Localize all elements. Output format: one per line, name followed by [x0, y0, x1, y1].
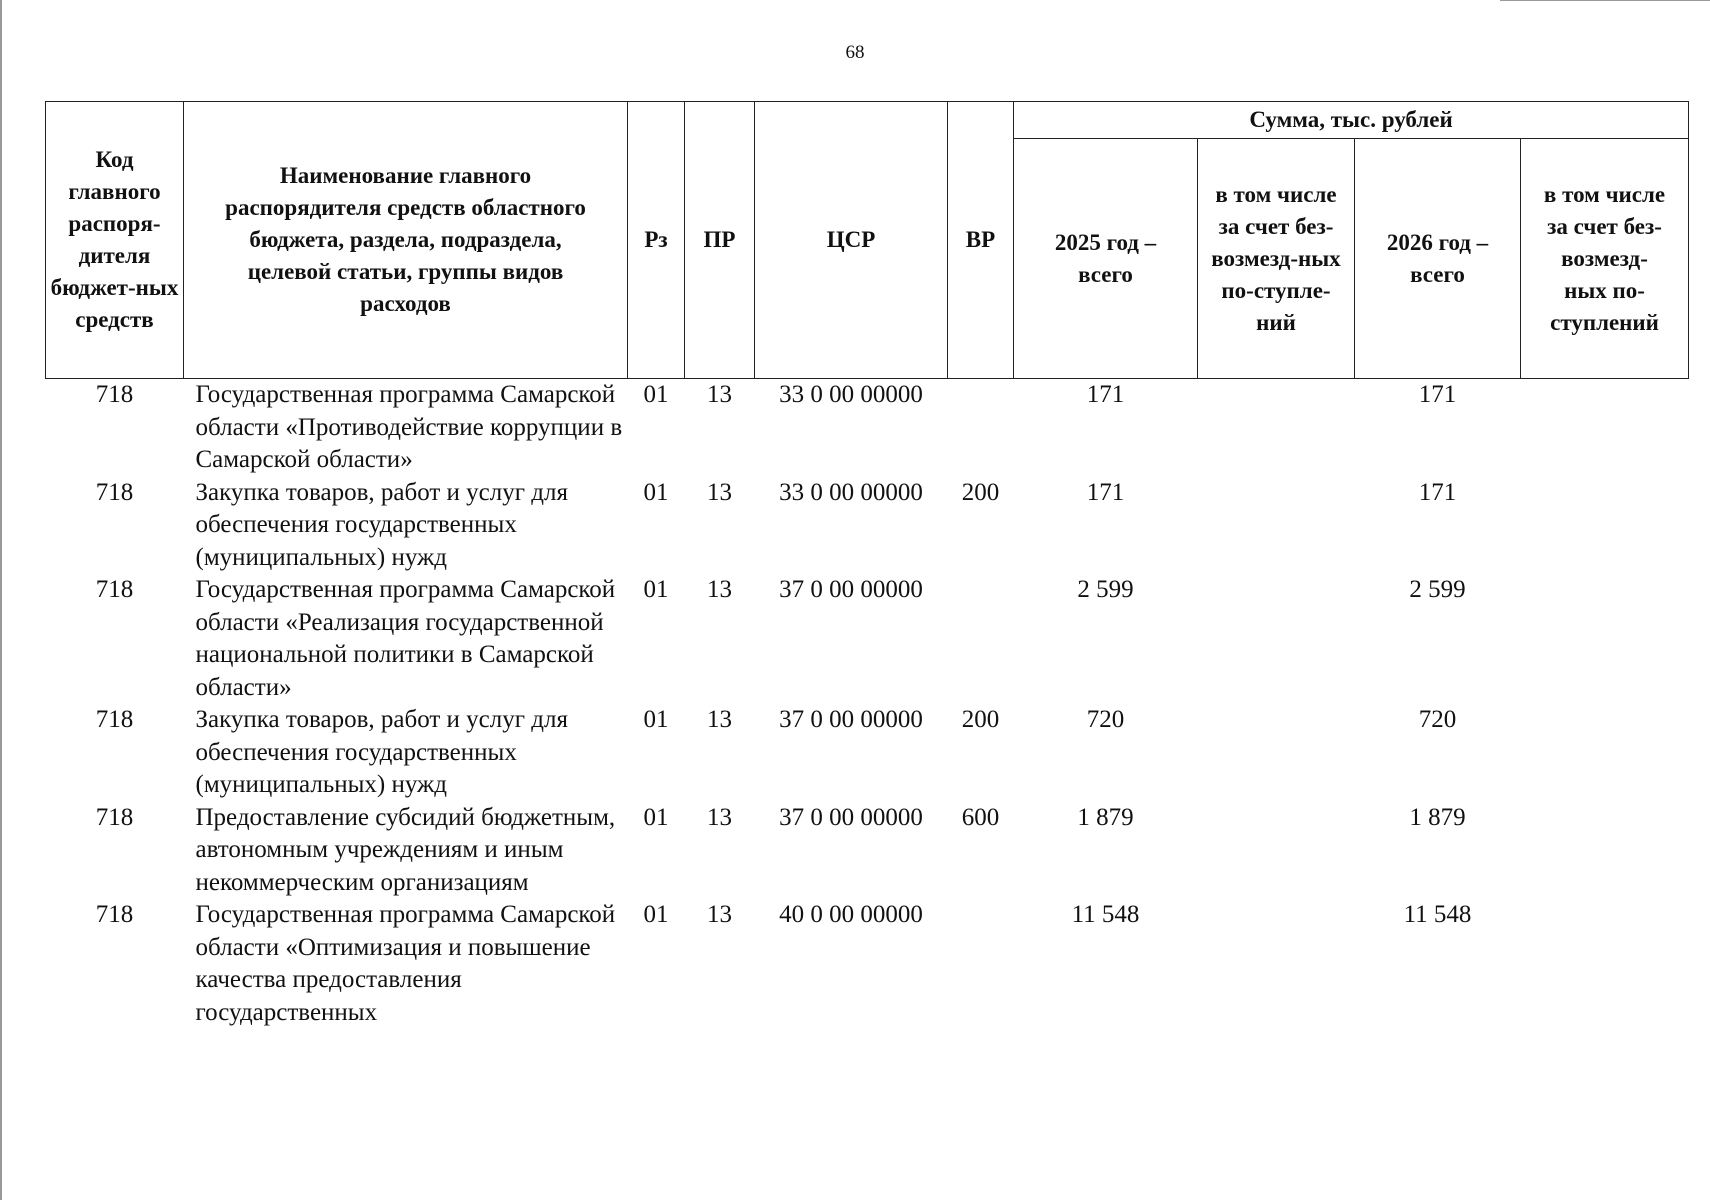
cell-2025-total: 171 — [1086, 381, 1125, 408]
cell-pr: 13 — [707, 576, 732, 603]
header-vr: ВР — [948, 102, 1014, 379]
cell-csr: 37 0 00 00000 — [779, 706, 923, 733]
cell-2026-free — [1521, 574, 1689, 704]
cell-2025-total: 1 879 — [1077, 803, 1134, 831]
cell-vr — [948, 899, 1014, 1029]
cell-name: Государственная программа Самарской области «Оптимизация и повышение качества предоставления государственных — [195, 901, 616, 1026]
cell-code: 718 — [95, 381, 134, 408]
table-row — [46, 574, 1689, 704]
scan-edge-left — [0, 0, 2, 1200]
cell-pr: 13 — [707, 478, 732, 506]
cell-pr: 13 — [707, 381, 732, 408]
cell-name: Предоставление субсидий бюджетным, автономным учреждениям и иным некоммерческим организациям — [195, 803, 616, 896]
cell-2025-free — [1198, 477, 1355, 575]
cell-2026-free — [1521, 704, 1689, 802]
cell-2026-free — [1521, 379, 1689, 477]
cell-2025-free — [1198, 899, 1355, 1029]
cell-code: 718 — [95, 706, 134, 733]
cell-rz: 01 — [643, 803, 669, 831]
cell-2025-total: 2 599 — [1077, 576, 1134, 603]
cell-2026-free — [1521, 802, 1689, 900]
table-header — [46, 102, 1689, 379]
cell-code: 718 — [95, 901, 134, 928]
cell-2026-free — [1521, 477, 1689, 575]
cell-2026-total: 171 — [1418, 381, 1457, 408]
cell-pr: 13 — [707, 706, 732, 733]
scan-mark-top-right — [1500, 0, 1710, 1]
header-rz: Рз — [628, 102, 685, 379]
cell-csr: 37 0 00 00000 — [779, 576, 923, 603]
cell-2026-total: 171 — [1418, 478, 1457, 506]
header-2025-total: 2025 год – всего — [1014, 139, 1198, 379]
table-body — [46, 379, 1689, 1030]
cell-name: Государственная программа Самарской области «Реализация государственной национальной политики в Самарской области» — [195, 576, 616, 701]
header-2026-total: 2026 год – всего — [1355, 139, 1521, 379]
page-number: 68 — [845, 42, 865, 63]
cell-pr: 13 — [707, 901, 732, 928]
cell-2025-free — [1198, 574, 1355, 704]
cell-csr: 40 0 00 00000 — [779, 901, 923, 928]
header-2025-free: в том числе за счет без-возмезд-ных по-ступле-ний — [1198, 139, 1355, 379]
cell-code: 718 — [95, 803, 134, 831]
cell-2026-total: 1 879 — [1409, 803, 1466, 831]
budget-table — [45, 101, 1689, 1029]
cell-2025-total: 11 548 — [1071, 901, 1140, 928]
header-code: Код главного распоря-дителя бюджет-ных средств — [46, 102, 184, 379]
cell-rz: 01 — [643, 706, 669, 733]
cell-vr: 600 — [961, 803, 1000, 831]
cell-vr — [948, 379, 1014, 477]
cell-name: Закупка товаров, работ и услуг для обеспечения государственных (муниципальных) нужд — [195, 706, 568, 798]
cell-2026-free — [1521, 899, 1689, 1029]
cell-rz: 01 — [643, 478, 669, 506]
cell-vr: 200 — [961, 706, 1000, 733]
cell-vr — [948, 574, 1014, 704]
header-csr: ЦСР — [755, 102, 948, 379]
cell-2025-total: 171 — [1086, 478, 1125, 506]
cell-name: Закупка товаров, работ и услуг для обеспечения государственных (муниципальных) нужд — [195, 478, 568, 571]
cell-csr: 33 0 00 00000 — [779, 478, 923, 506]
table-row — [46, 704, 1689, 802]
table-row — [46, 899, 1689, 1029]
cell-name: Государственная программа Самарской области «Противодействие коррупции в Самарской области» — [195, 381, 623, 473]
cell-2025-free — [1198, 379, 1355, 477]
cell-2025-free — [1198, 802, 1355, 900]
cell-code: 718 — [95, 478, 134, 506]
cell-2026-total: 720 — [1418, 706, 1457, 733]
table-row — [46, 802, 1689, 900]
cell-rz: 01 — [643, 576, 669, 603]
cell-vr: 200 — [961, 478, 1000, 506]
header-pr: ПР — [685, 102, 755, 379]
table-row — [46, 477, 1689, 575]
cell-code: 718 — [95, 576, 134, 603]
cell-2026-total: 2 599 — [1409, 576, 1466, 603]
cell-2026-total: 11 548 — [1403, 901, 1472, 928]
cell-2025-free — [1198, 704, 1355, 802]
cell-2025-total: 720 — [1086, 706, 1125, 733]
header-2026-free: в том числе за счет без-возмезд-ных по-ступлений — [1521, 139, 1689, 379]
cell-rz: 01 — [643, 901, 669, 928]
header-sum-group: Сумма, тыс. рублей — [1014, 102, 1689, 139]
table-row — [46, 379, 1689, 477]
cell-pr: 13 — [707, 803, 732, 831]
cell-rz: 01 — [643, 381, 669, 408]
cell-csr: 33 0 00 00000 — [779, 381, 923, 408]
cell-csr: 37 0 00 00000 — [779, 803, 923, 831]
header-name: Наименование главного распорядителя средств областного бюджета, раздела, подраздела, целевой статьи, группы видов расходов — [184, 102, 628, 379]
